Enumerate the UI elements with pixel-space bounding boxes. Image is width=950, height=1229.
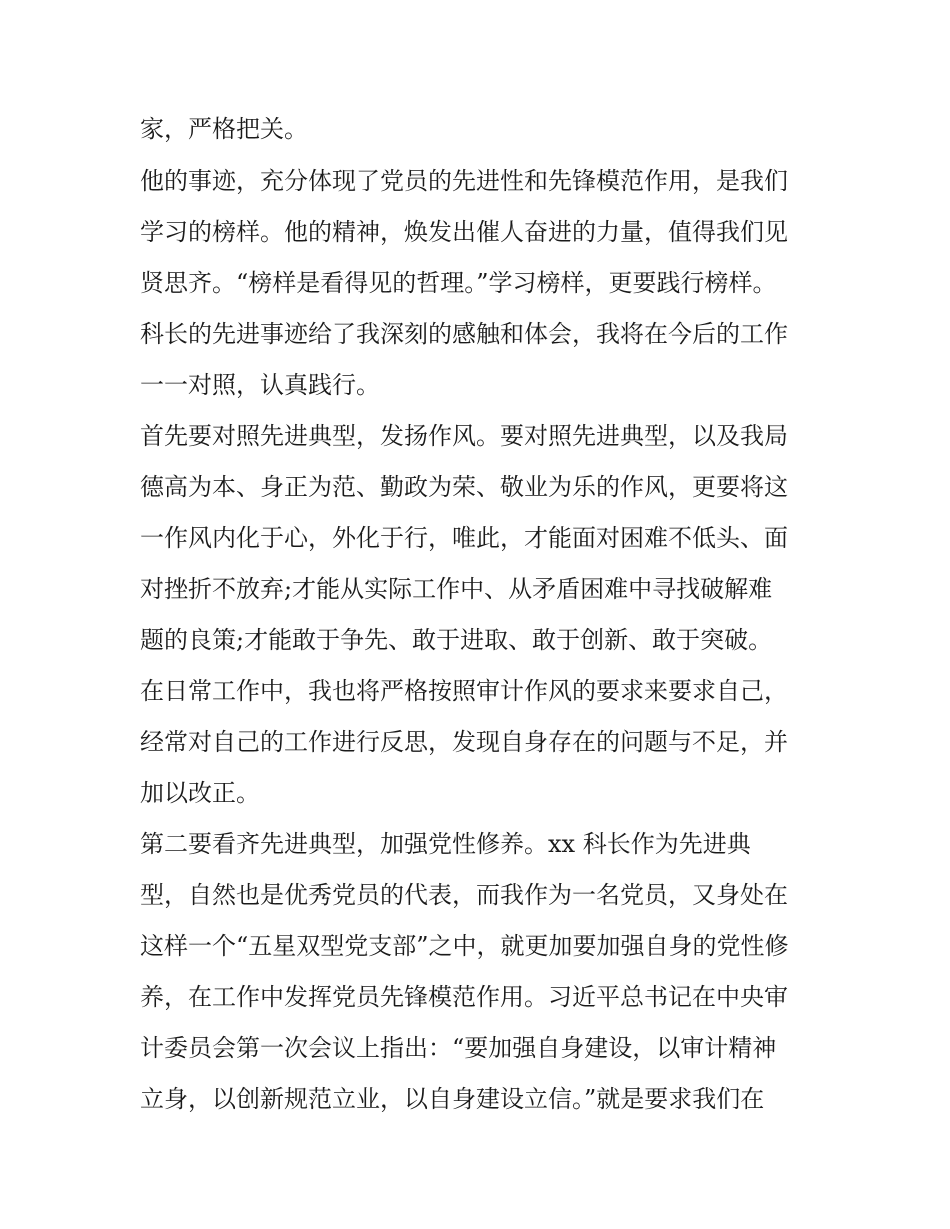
text-line: 经常对自己的工作进行反思，发现自身存在的问题与不足，并 <box>140 728 788 756</box>
text-line: 型，自然也是优秀党员的代表，而我作为一名党员，又身处在 <box>140 881 788 909</box>
text-line: 计委员会第一次会议上指出：“要加强自身建设，以审计精神 <box>140 1034 777 1062</box>
text-line: 第二要看齐先进典型，加强党性修养。xx 科长作为先进典 <box>140 830 751 858</box>
text-line: 德高为本、身正为范、勤政为荣、敬业为乐的作风，更要将这 <box>140 473 788 501</box>
text-line: 这样一个“五星双型党支部”之中，就更加要加强自身的党性修 <box>140 932 789 960</box>
text-line: 科长的先进事迹给了我深刻的感触和体会，我将在今后的工作 <box>140 320 788 348</box>
text-line: 学习的榜样。他的精神，焕发出催人奋进的力量，值得我们见 <box>140 218 788 246</box>
text-line: 在日常工作中，我也将严格按照审计作风的要求来要求自己， <box>140 677 788 705</box>
text-line: 他的事迹，充分体现了党员的先进性和先锋模范作用，是我们 <box>140 167 788 195</box>
text-line: 首先要对照先进典型，发扬作风。要对照先进典型，以及我局 <box>140 422 788 450</box>
text-line: 一一对照，认真践行。 <box>140 371 380 399</box>
text-line: 题的良策;才能敢于争先、敢于进取、敢于创新、敢于突破。 <box>140 626 773 654</box>
text-line: 贤思齐。“榜样是看得见的哲理。”学习榜样，更要践行榜样。 <box>140 269 777 297</box>
text-line: 加以改正。 <box>140 779 260 807</box>
text-line: 养，在工作中发挥党员先锋模范作用。习近平总书记在中央审 <box>140 983 788 1011</box>
text-line: 家，严格把关。 <box>140 115 308 143</box>
text-line: 对挫折不放弃;才能从实际工作中、从矛盾困难中寻找破解难 <box>140 575 773 603</box>
text-line: 一作风内化于心，外化于行，唯此，才能面对困难不低头、面 <box>140 524 788 552</box>
text-line: 立身，以创新规范立业，以自身建设立信。”就是要求我们在 <box>140 1085 765 1113</box>
